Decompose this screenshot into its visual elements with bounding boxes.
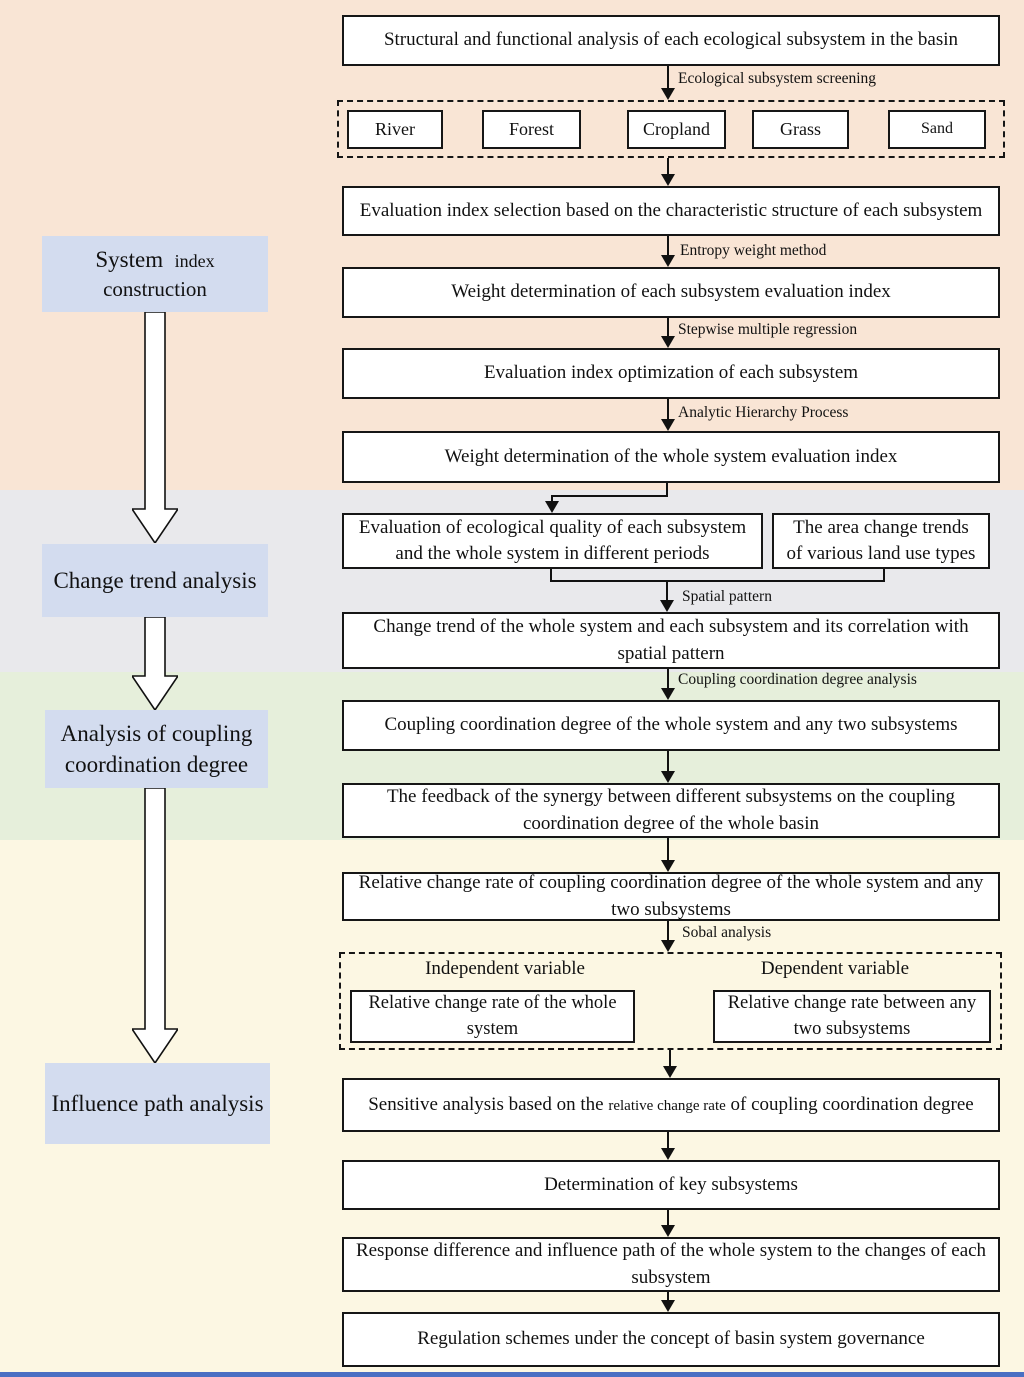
block-down-arrow-icon [132, 788, 178, 1063]
down-arrow-icon [661, 669, 675, 700]
stage3-text: Analysis of coupling coordination degree [60, 720, 253, 777]
box-feedback-synergy: The feedback of the synergy between different subsystems on the coupling coordination degree of the whole basin [342, 783, 1000, 838]
label-entropy-weight-method: Entropy weight method [680, 242, 827, 259]
box-determination-key-subsystems: Determination of key subsystems [342, 1160, 1000, 1210]
subsystem-forest-label: Forest [509, 119, 554, 140]
label-coupling-coordination-degree-analysis: Coupling coordination degree analysis [678, 671, 917, 688]
box-relative-change-rate-whole-system: Relative change rate of the whole system [350, 990, 635, 1043]
down-arrow-icon [661, 66, 675, 100]
box-subsystem-river [347, 110, 443, 149]
stage-label-coupling-coordination [45, 710, 268, 788]
box-evaluation-index-optimization: Evaluation index optimization of each subsystem [342, 348, 1000, 399]
stage-label-influence-path-analysis [45, 1063, 270, 1144]
connector-segment [550, 580, 885, 582]
block-down-arrow-icon [132, 617, 178, 710]
stage1-line1: System index [95, 247, 215, 273]
box-sensitive-analysis [342, 1078, 1000, 1132]
box-subsystem-grass [752, 110, 849, 149]
down-arrow-icon [661, 921, 675, 952]
box-evaluation-ecological-quality: Evaluation of ecological quality of each subsystem and the whole system in different periods [342, 513, 763, 569]
down-arrow-icon [545, 495, 559, 513]
down-arrow-icon [661, 318, 675, 348]
label-sobal-analysis: Sobal analysis [682, 924, 772, 941]
stage2-text: Change trend analysis [53, 567, 257, 593]
down-arrow-icon [661, 1210, 675, 1237]
box-coupling-coordination-degree: Coupling coordination degree of the whole system and any two subsystems [342, 700, 1000, 751]
box-weight-determination-whole-system: Weight determination of the whole system evaluation index [342, 431, 1000, 483]
subsystem-cropland-label: Cropland [643, 119, 710, 140]
stage-label-change-trend-analysis [42, 544, 268, 617]
box-relative-change-rate-two-subsystems: Relative change rate between any two subsystems [713, 990, 991, 1043]
label-dependent-variable: Dependent variable [760, 958, 910, 979]
label-ecological-subsystem-screening: Ecological subsystem screening [678, 70, 877, 87]
subsystem-sand-label: Sand [921, 120, 953, 138]
label-independent-variable: Independent variable [425, 958, 585, 979]
subsystem-river-label: River [375, 119, 415, 140]
label-stepwise-multiple-regression: Stepwise multiple regression [678, 321, 858, 338]
down-arrow-icon [661, 751, 675, 783]
box-evaluation-index-selection: Evaluation index selection based on the characteristic structure of each subsystem [342, 186, 1000, 236]
down-arrow-icon [661, 838, 675, 872]
box-subsystem-cropland [627, 110, 726, 149]
box-regulation-schemes: Regulation schemes under the concept of basin system governance [342, 1312, 1000, 1367]
box-relative-change-rate: Relative change rate of coupling coordination degree of the whole system and any two subsystems [342, 872, 1000, 921]
block-down-arrow-icon [132, 312, 178, 543]
label-analytic-hierarchy-process: Analytic Hierarchy Process [678, 404, 849, 421]
down-arrow-icon [661, 1292, 675, 1312]
down-arrow-icon [663, 1050, 677, 1078]
box-area-change-trends: The area change trends of various land use types [772, 513, 990, 569]
stage1-line2: construction [103, 277, 207, 302]
down-arrow-icon [661, 236, 675, 267]
down-arrow-icon [660, 580, 674, 612]
box-change-trend-whole-system: Change trend of the whole system and each subsystem and its correlation with spatial pattern [342, 612, 1000, 669]
label-spatial-pattern: Spatial pattern [682, 588, 772, 605]
box-subsystem-sand [888, 110, 986, 149]
connector-segment [551, 495, 668, 497]
down-arrow-icon [661, 158, 675, 186]
down-arrow-icon [661, 1132, 675, 1160]
subsystem-grass-label: Grass [780, 119, 821, 140]
sensitive-analysis-text: Sensitive analysis based on the relative change rate of coupling coordination degree [368, 1093, 974, 1115]
bottom-blue-strip [0, 1372, 1024, 1377]
box-subsystem-forest [482, 110, 581, 149]
stage-label-system-index-construction [42, 236, 268, 312]
box-weight-determination-subsystem: Weight determination of each subsystem evaluation index [342, 267, 1000, 318]
box-response-difference: Response difference and influence path of the whole system to the changes of each subsystem [342, 1237, 1000, 1292]
down-arrow-icon [661, 399, 675, 431]
stage4-text: Influence path analysis [51, 1090, 264, 1116]
box-structural-functional-analysis: Structural and functional analysis of each ecological subsystem in the basin [342, 15, 1000, 66]
